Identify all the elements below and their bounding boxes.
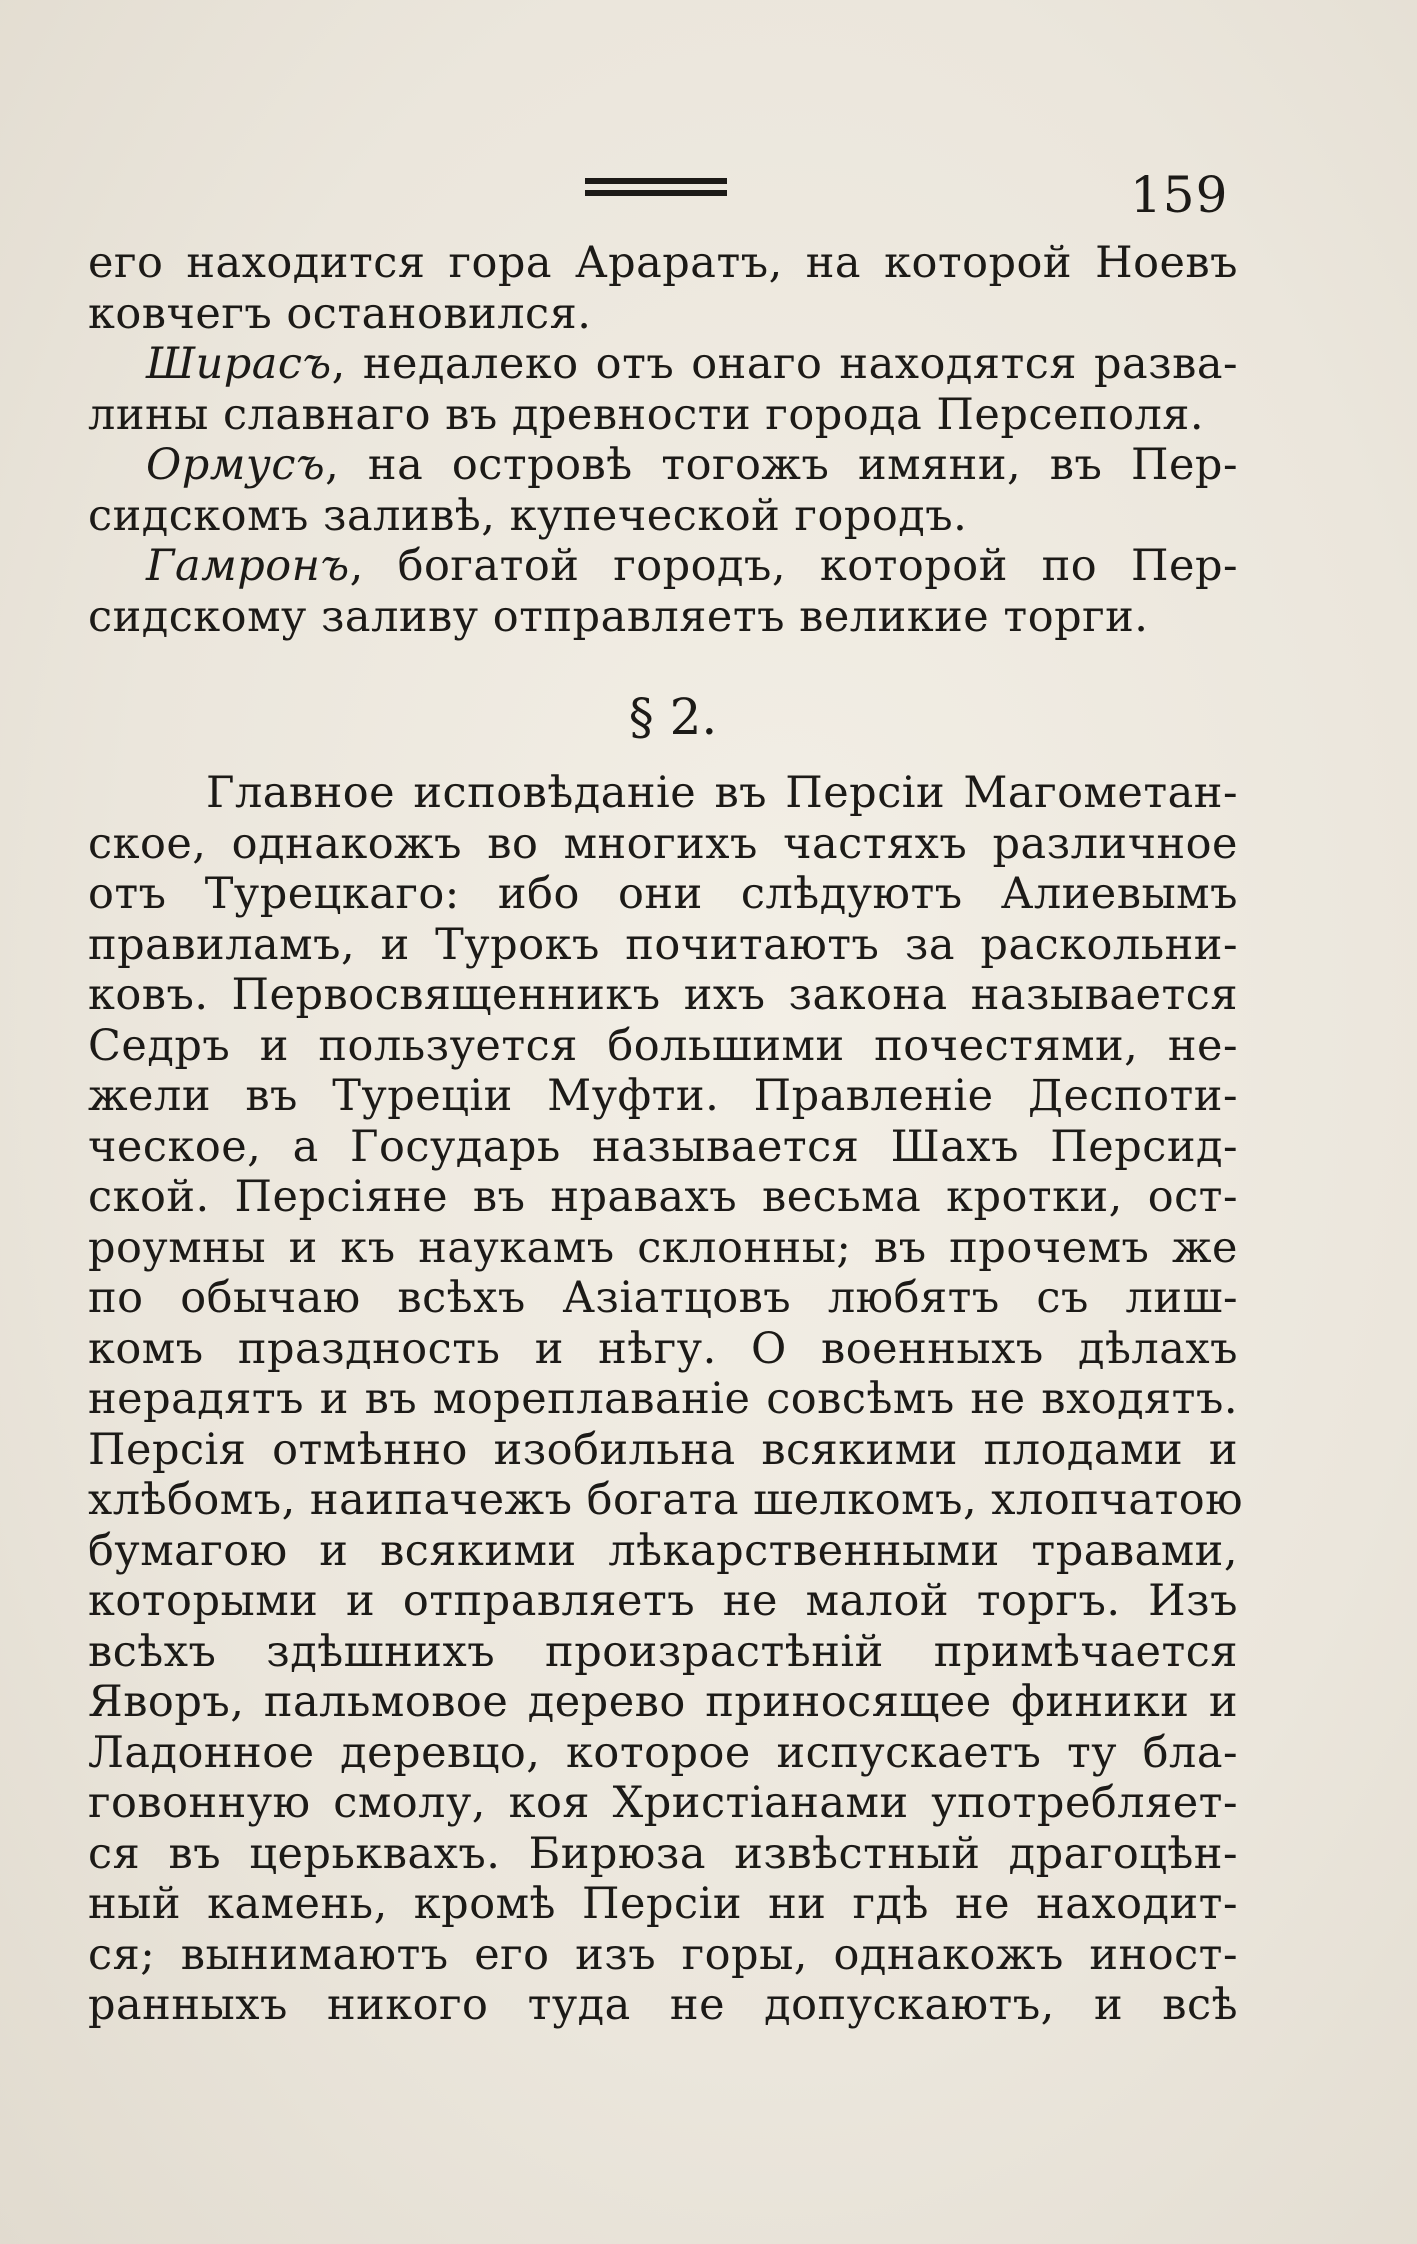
section-heading: § 2. [628, 688, 718, 746]
text-line: жели въ Турецiи Муфти. Правленіе Деспоти- [88, 1071, 1238, 1121]
main-paragraph [88, 768, 1244, 2031]
text-line: Яворъ, пальмовое дерево приносящее финики и [88, 1677, 1238, 1727]
page-number: 159 [1130, 166, 1229, 224]
text-line: ранныхъ никого туда не допускаютъ, и всѣ [88, 1980, 1238, 2030]
text-line: хлѣбомъ, наипачежъ богата шелкомъ, хлопчатою [88, 1475, 1244, 1525]
text-line [88, 440, 1238, 491]
text-line: отъ Турецкаго: ибо они слѣдуютъ Алиевымъ [88, 869, 1238, 919]
section-spacer [88, 642, 1238, 682]
text-line [88, 541, 1238, 592]
line-rest: , на островѣ тогожъ имяни, въ Пер- [325, 440, 1238, 490]
text-line: бумагою и всякими лѣкарственными травами, [88, 1525, 1238, 1576]
rule-line [585, 190, 727, 196]
text-line: Ладонное деревцо, которое испускаетъ ту бла- [88, 1727, 1238, 1778]
text-line: ской. Персіяне въ нравахъ весьма кротки, ост- [88, 1172, 1238, 1222]
page-text [88, 238, 1244, 2031]
paragraph-gamron [88, 541, 1238, 642]
text-line: сидскомъ заливѣ, купеческой городъ. [88, 490, 968, 541]
text-line: ское, однакожъ во многихъ частяхъ различное [88, 818, 1238, 869]
text-line: ковчегъ остановился. [88, 288, 592, 339]
rule-line [585, 178, 727, 184]
line-rest: , богатой городъ, которой по Пер- [349, 541, 1238, 591]
text-line: по обычаю всѣхъ Азіатцовъ любятъ съ лиш- [88, 1273, 1238, 1323]
text-line: Седръ и пользуется большими почестями, не- [88, 1020, 1238, 1071]
paragraph-shiras [88, 339, 1238, 440]
text-line: ковъ. Первосвященникъ ихъ закона называется [88, 970, 1238, 1020]
text-line: правиламъ, и Турокъ почитаютъ за раскольни- [88, 919, 1238, 970]
place-name: Гамронъ [146, 541, 350, 591]
place-name: Ормусъ [146, 440, 326, 490]
place-name: Ширасъ [146, 339, 332, 389]
header-double-rule [585, 178, 727, 200]
text-line: Главное исповѣданіе въ Персіи Магометан- [206, 768, 1238, 818]
text-line: всѣхъ здѣшнихъ произрастѣній примѣчается [88, 1626, 1238, 1677]
text-line: ся; вынимаютъ его изъ горы, однакожъ иност- [88, 1929, 1238, 1980]
text-line: ся въ церьквахъ. Бирюза извѣстный драгоцѣн- [88, 1828, 1238, 1879]
text-line: комъ праздность и нѣгу. О военныхъ дѣлахъ [88, 1323, 1238, 1374]
text-line: которыми и отправляетъ не малой торгъ. Изъ [88, 1576, 1238, 1626]
text-line: его находится гора Араратъ, на которой Ноевъ [88, 238, 1238, 288]
line-rest: , недалеко отъ онаго находятся разва- [331, 339, 1238, 389]
text-line: роумны и къ наукамъ склонны; въ прочемъ же [88, 1222, 1238, 1273]
paragraph-ararat [88, 238, 1238, 339]
text-line: сидскому заливу отправляетъ великие торги. [88, 591, 1149, 642]
text-line: Персія отмѣнно изобильна всякими плодами и [88, 1424, 1238, 1475]
text-line [88, 339, 1238, 390]
paragraph-ormus [88, 440, 1238, 541]
text-line: ный камень, кромѣ Персiи ни гдѣ не находит- [88, 1879, 1238, 1929]
text-line: ческое, а Государь называется Шахъ Персид- [88, 1121, 1238, 1172]
text-line: нерадятъ и въ мореплаваніе совсѣмъ не входятъ. [88, 1374, 1238, 1424]
text-line: лины славнаго въ древности города Персеполя. [88, 389, 1205, 440]
text-line: говонную смолу, коя Христіанами употребляет- [88, 1778, 1238, 1828]
